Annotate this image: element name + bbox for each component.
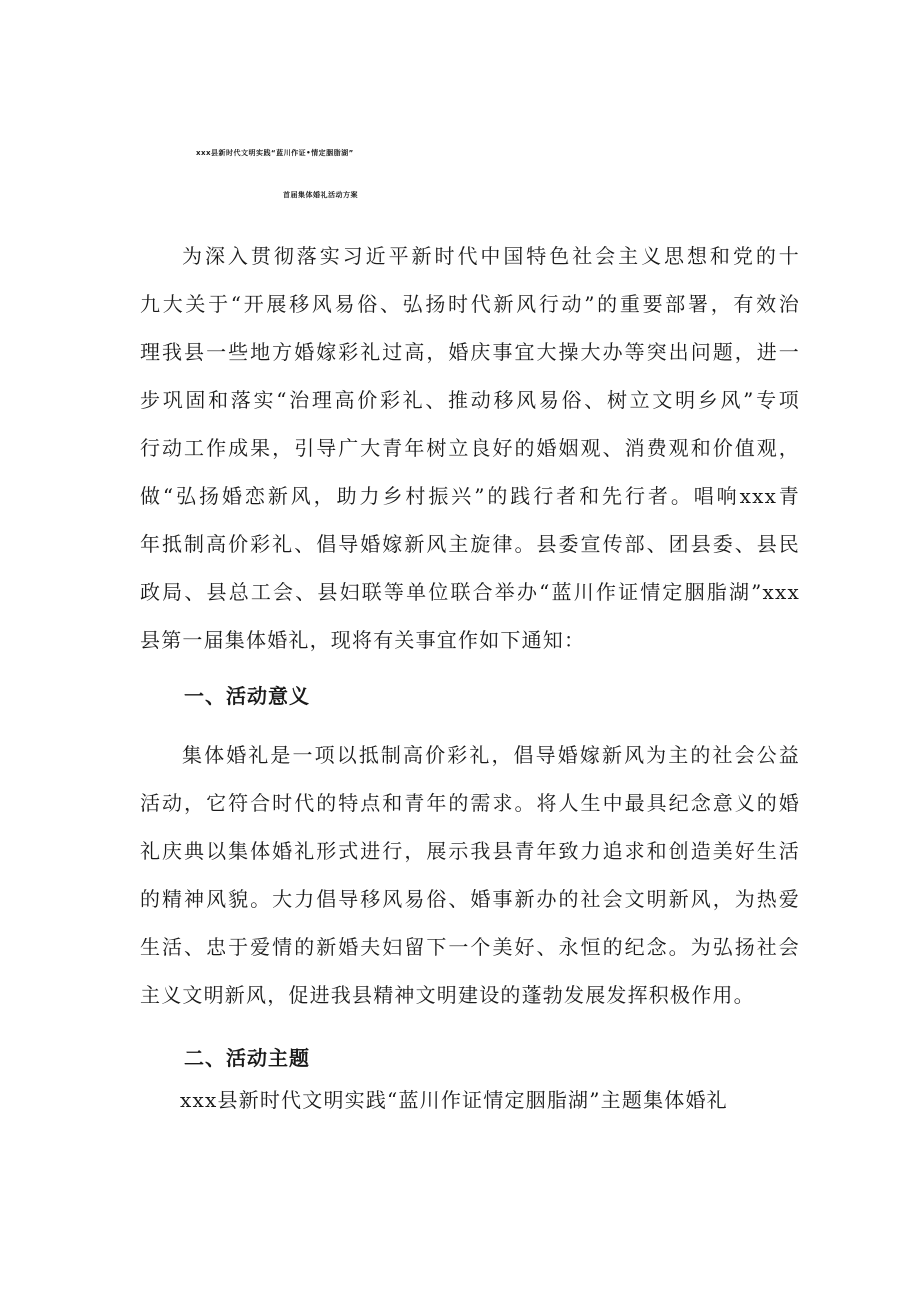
paragraph-line: 主义文明新风，促进我县精神文明建设的蓬勃发展发挥积极作用。 (140, 983, 755, 1007)
paragraph-line: 生活、忠于爱情的新婚夫妇留下一个美好、永恒的纪念。为弘扬社会 (140, 935, 800, 959)
paragraph-line: 九大关于“开展移风易俗、弘扬时代新风行动”的重要部署，有效治 (140, 292, 800, 316)
paragraph-line: 政局、县总工会、县妇联等单位联合举办“蓝川作证情定胭脂湖”xxx (140, 580, 800, 604)
paragraph-line: 礼庆典以集体婚礼形式进行，展示我县青年致力追求和创造美好生活 (140, 839, 800, 863)
paragraph-line: 理我县一些地方婚嫁彩礼过高，婚庆事宜大操大办等突出问题，进一 (140, 340, 800, 364)
paragraph-line: 年抵制高价彩礼、倡导婚嫁新风主旋律。县委宣传部、团县委、县民 (140, 532, 800, 556)
intro-paragraph (140, 232, 800, 664)
paragraph-line: 活动，它符合时代的特点和青年的需求。将人生中最具纪念意义的婚 (140, 791, 800, 815)
paragraph-line: 集体婚礼是一项以抵制高价彩礼，倡导婚嫁新风为主的社会公益 (182, 743, 800, 767)
paragraph-line: 步巩固和落实“治理高价彩礼、推动移风易俗、树立文明乡风”专项 (140, 388, 800, 412)
significance-paragraph (140, 731, 800, 1019)
paragraph-line: 行动工作成果，引导广大青年树立良好的婚姻观、消费观和价值观， (140, 436, 800, 460)
document-title-line-1: xxx县新时代文明实践“蓝川作证•情定胭脂湖” (196, 149, 354, 157)
theme-paragraph (180, 1076, 820, 1124)
paragraph-line: xxx县新时代文明实践“蓝川作证情定胭脂湖”主题集体婚礼 (180, 1088, 728, 1112)
paragraph-line: 的精神风貌。大力倡导移风易俗、婚事新办的社会文明新风，为热爱 (140, 887, 800, 911)
paragraph-line: 做“弘扬婚恋新风，助力乡村振兴”的践行者和先行者。唱响xxx青 (140, 484, 800, 508)
paragraph-line: 县第一届集体婚礼，现将有关事宜作如下通知： (140, 628, 586, 652)
paragraph-line: 为深入贯彻落实习近平新时代中国特色社会主义思想和党的十 (182, 244, 800, 268)
section-heading-theme: 二、活动主题 (184, 1046, 310, 1070)
section-heading-significance: 一、活动意义 (184, 684, 310, 708)
document-title-line-2: 首届集体婚礼活动方案 (283, 191, 358, 199)
